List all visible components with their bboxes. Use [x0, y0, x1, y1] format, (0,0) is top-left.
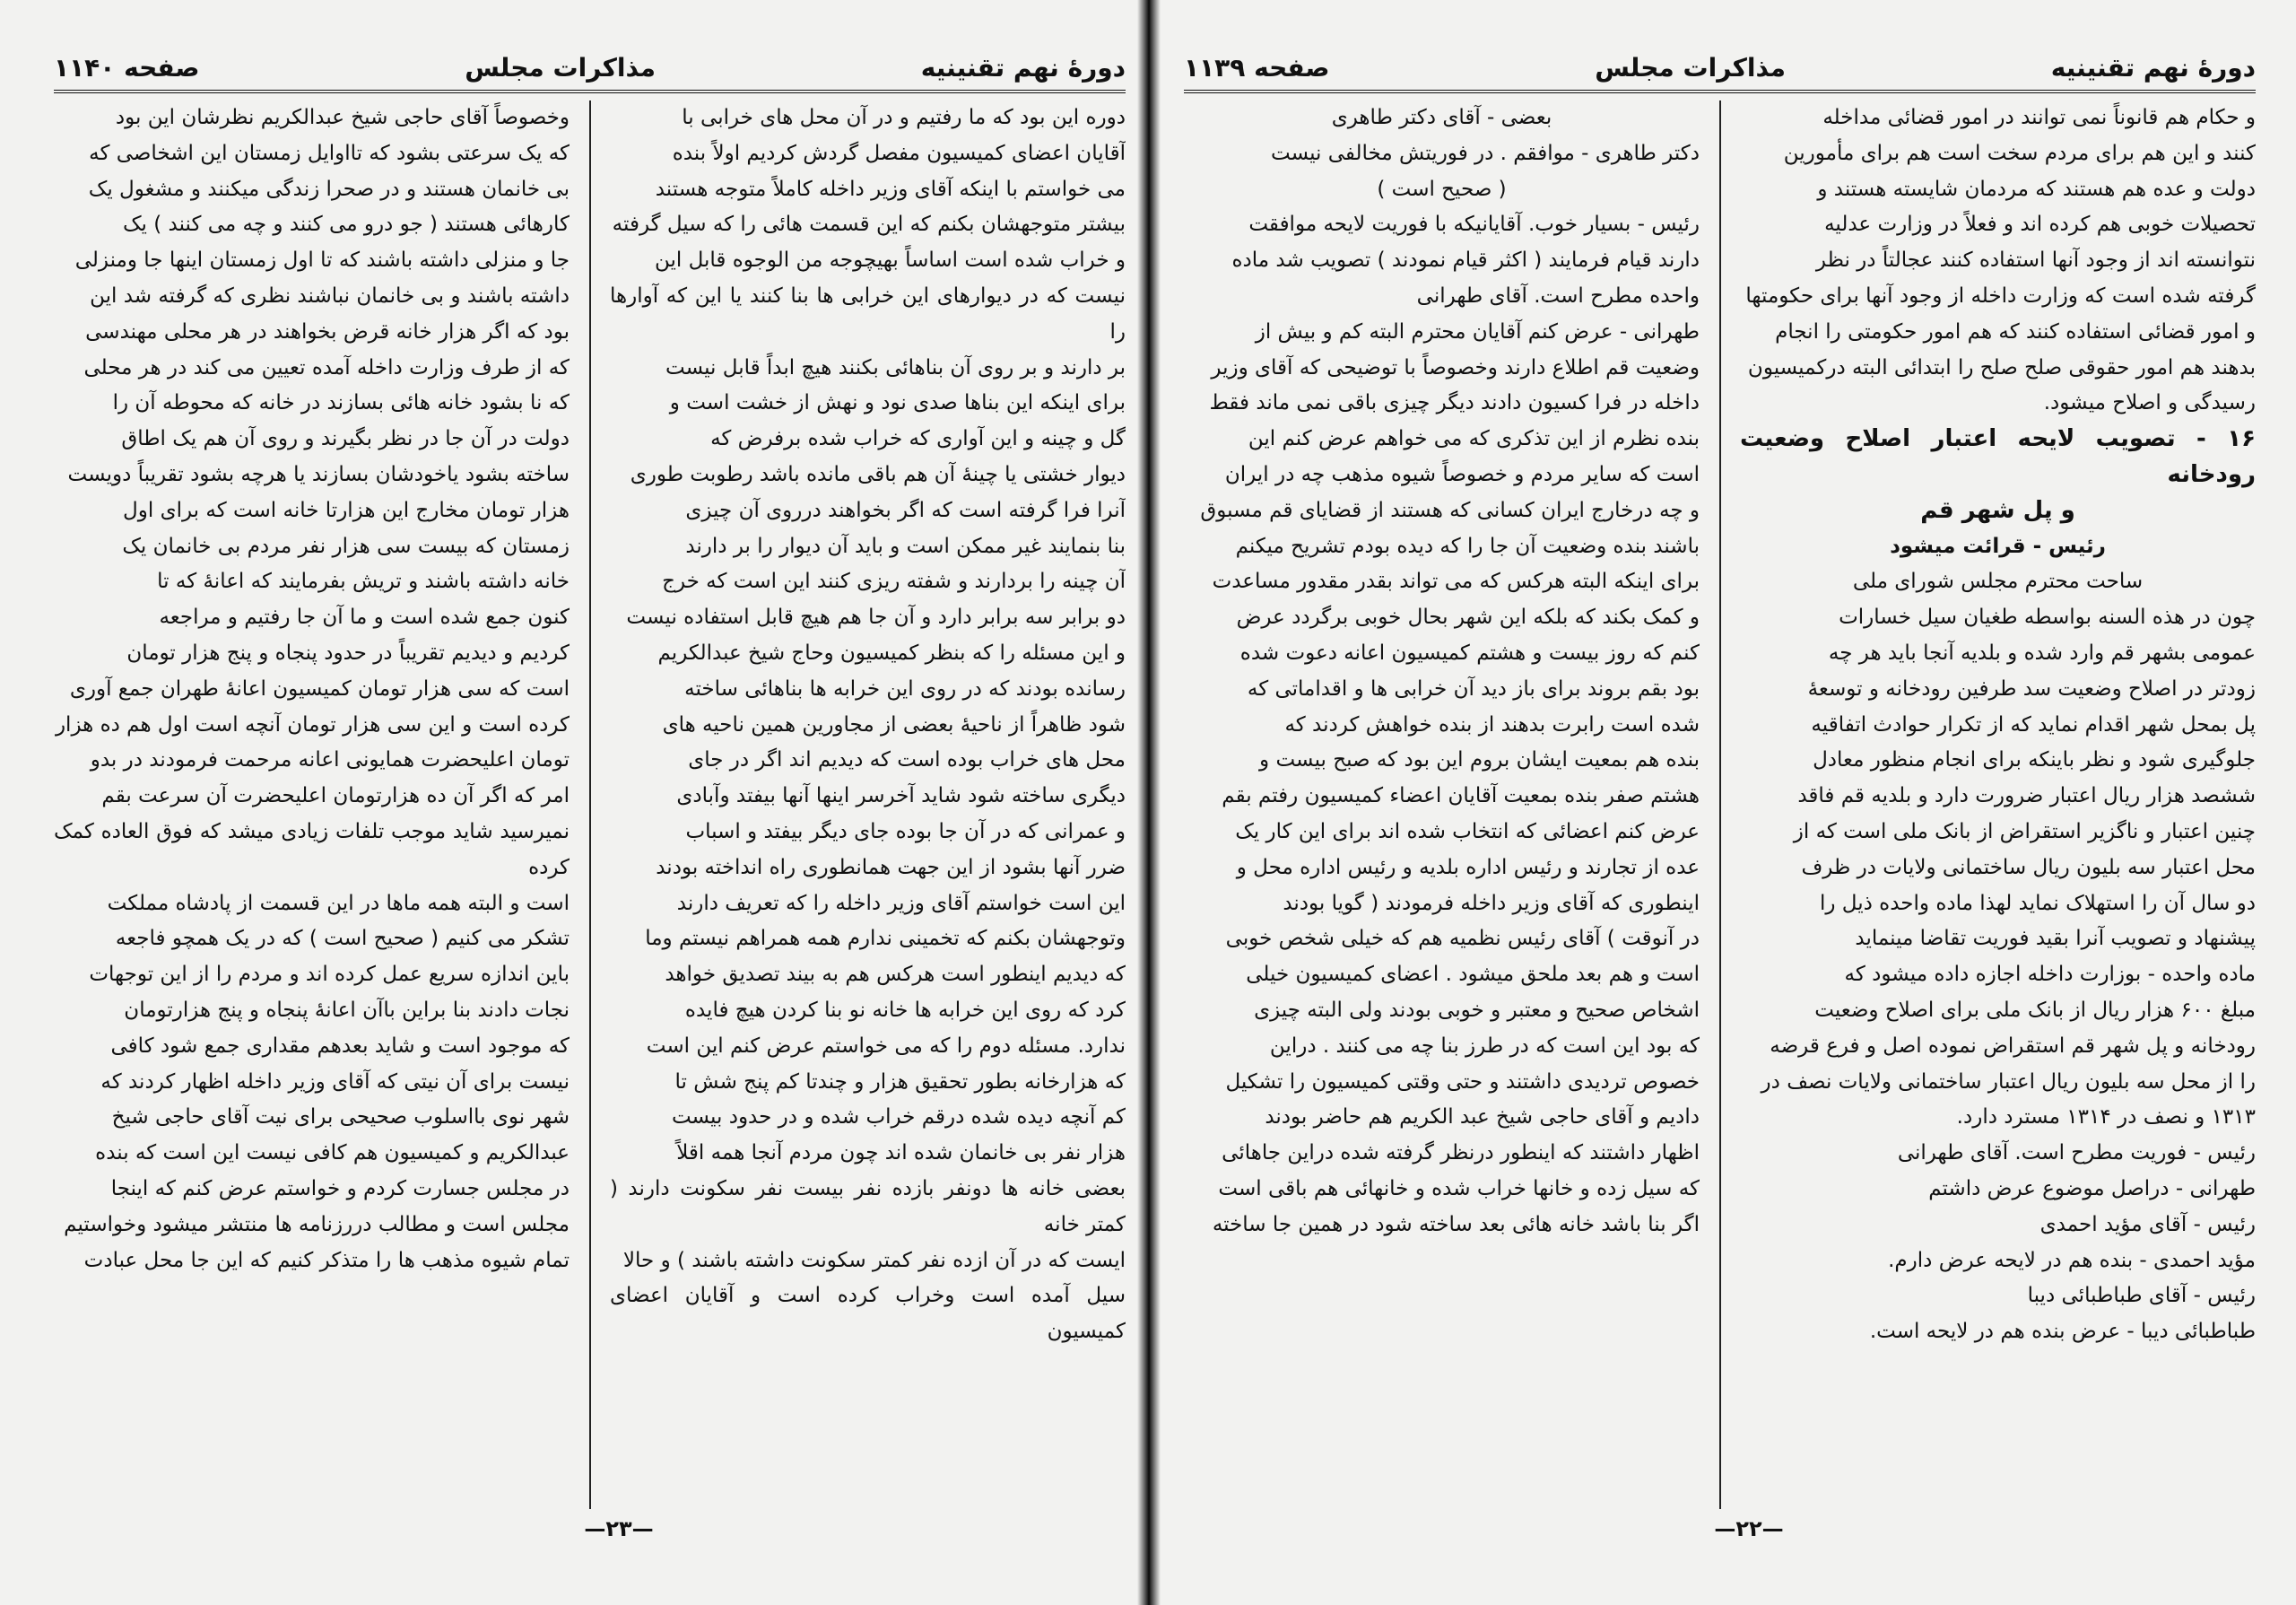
text-line: رئیس - فوریت مطرح است. آقای طهرانی [1897, 1141, 2256, 1165]
text-line: اظهار داشتند که اینطور درنظر گرفته شده دراین جاهائی [1222, 1141, 1700, 1165]
text-line: تحصیلات خوبی هم کرده اند و فعلاً در وزارت عدلیه [1824, 213, 2256, 237]
text-line: بنا بنمایند غیر ممکن است و باید آن دیوار را بر دارند [685, 534, 1126, 558]
text-line: دکتر طاهری - موافقم . در فوریتش مخالفی نیست [1270, 141, 1700, 165]
text-line: وضعیت قم اطلاع دارند وخصوصاً با توضیحی که آقای وزیر [1211, 355, 1700, 379]
text-line: مؤید احمدی - بنده هم در لایحه عرض دارم. [1888, 1248, 2256, 1272]
text-line: این است خواستم آقای وزیر داخله را که تعریف دارند [676, 891, 1126, 915]
text-line: است که سایر مردم و خصوصاً شیوه مذهب چه در ایران [1224, 462, 1700, 486]
text-column-left [1184, 100, 1700, 1509]
text-line: و این مسئله را که بنظر کمیسیون وحاج شیخ عبدالکریم [657, 641, 1126, 665]
column-divider [589, 100, 591, 1509]
text-line: خانه داشته باشند و تریش بفرمایند که اعانهٔ که تا [157, 570, 570, 594]
text-line: شهر نوی بااسلوب صحیحی برای نیت آقای حاجی شیخ [111, 1105, 570, 1130]
text-line: و امور قضائی استفاده کنند که هم امور حکومتی را انجام [1775, 319, 2256, 344]
text-line: و عمرانی که در آن جا بوده جای دیگر بیفتد و اسباب [685, 819, 1126, 843]
text-line: زودتر در اصلاح وضعیت سد طرفین رودخانه و توسعهٔ [1807, 676, 2256, 701]
text-line: باشند بنده وضعیت آن جا را که دیده بودم تشریح میکنم [1235, 534, 1700, 558]
text-line: آن چینه را بردارند و شفته ریزی کنند این است که خرج [662, 570, 1126, 594]
page-footer-number: —۲۳— [584, 1516, 654, 1541]
page-number: صفحه ۱۱۳۹ [1184, 52, 1330, 83]
text-line: بعضی - آقای دکتر طاهری [1331, 106, 1552, 129]
text-line: هزار تومان مخارج این هزارتا خانه است که برای اول [123, 498, 570, 522]
text-line: در مجلس جسارت کردم و خواستم عرض کنم که اینجا [110, 1176, 570, 1200]
text-line: که سیل زده و خانها خراب شده و خانهائی هم باقی است [1218, 1176, 1700, 1200]
section-heading: ۱۶ - تصویب لایحه اعتبار اصلاح وضعیت رودخانه [1740, 425, 2256, 488]
text-line: و خراب شده است اساساً بهیچوجه من الوجوه قابل این [654, 249, 1126, 273]
text-line: دادیم و آقای حاجی شیخ عبد الکریم هم حاضر بودند [1265, 1105, 1700, 1130]
text-line: و حکام هم قانوناً نمی توانند در امور قضائی مداخله [1822, 106, 2256, 129]
text-line: ساخته بشود یاخودشان بسازند یا هرچه بشود تقریباً دویست [67, 462, 570, 486]
text-line: طهرانی - دراصل موضوع عرض داشتم [1928, 1176, 2256, 1200]
page-header [1184, 45, 2256, 93]
text-line: برای اینکه این بناها صدی نود و نهش از خشت است و [669, 391, 1126, 415]
text-line: دارند قیام فرمایند ( اکثر قیام نمودند ) تصویب شد ماده [1231, 249, 1700, 273]
text-column-right [1740, 100, 2256, 1509]
text-line: نمیرسید شاید موجب تلفات زیادی میشد که فوق العاده کمک کرده [54, 819, 570, 879]
text-line: وخصوصاً آقای حاجی شیخ عبدالکریم نظرشان این بود [115, 106, 570, 129]
text-line: خصوص تردیدی داشتند و حتی وقتی کمیسیون را تشکیل [1225, 1069, 1700, 1094]
text-line: دو سال آن را استهلاک نماید لهذا ماده واحده ذیل را [1819, 891, 2256, 915]
text-line: تمام شیوه مذهب ها را متذکر کنیم که این جا محل عبادت [83, 1248, 570, 1272]
text-line: عرض کنم اعضائی که انتخاب شده اند برای این کار یک [1235, 819, 1700, 843]
text-line: ماده واحده - بوزارت داخله اجازه داده میشود که [1844, 963, 2256, 987]
header-title: مذاکرات مجلس [1595, 52, 1787, 83]
text-column-right [610, 100, 1126, 1509]
text-line: کنم که روز بیست و هشتم کمیسیون اعانه دعوت شده [1239, 641, 1700, 665]
text-line: محل های خراب بوده است که دیدیم اند اگر در جای [688, 748, 1126, 772]
text-line: و کمک بکند که بلکه این شهر بحال خوبی برگردد عرض [1236, 606, 1700, 630]
text-line: بدهند هم امور حقوقی صلح صلح را ابتدائی البته درکمیسیون [1747, 355, 2256, 379]
text-line: هشتم صفر بنده بمعیت آقایان اعضاء کمیسیون رفتم بقم [1222, 784, 1700, 808]
text-line: تشکر می کنیم ( صحیح است ) که در یک همچو فاجعه [115, 927, 570, 951]
text-line: بنده هم بمعیت ایشان بروم این بود که صبح بیست و [1259, 748, 1700, 772]
text-line: ششصد هزار ریال اعتبار ضرورت دارد و بلدیه قم فاقد [1797, 784, 2256, 808]
text-line: بیشتر متوجهشان بکنم که این قسمت هائی را که سیل گرفته [612, 213, 1126, 237]
text-line: شده است رابرت بدهند از بنده خواهش کردند که [1284, 712, 1700, 737]
header-title: مذاکرات مجلس [465, 52, 657, 83]
text-line: طهرانی - عرض کنم آقایان محترم البته کم و بیش از [1255, 319, 1700, 344]
text-line: آقایان اعضای کمیسیون مفصل گردش کردیم اولاً بنده [672, 141, 1126, 165]
text-line: سیل آمده است وخراب کرده است و آقایان اعضای کمیسیون [610, 1284, 1126, 1344]
session-label: دورهٔ نهم تقنینیه [920, 52, 1126, 83]
text-line: که موجود است و شاید بعدهم مقداری جمع شود کافی [110, 1034, 570, 1058]
text-line: رئیس - آقای طباطبائی دیبا [2027, 1284, 2256, 1308]
text-line: نتوانسته اند از وجود آنها استفاده کنند عجالتاً در نظر [1815, 249, 2256, 273]
text-line: دوره این بود که ما رفتیم و در آن محل های خرابی با [682, 106, 1126, 129]
text-line: است که سی هزار تومان کمیسیون اعانهٔ طهران جمع آوری [69, 676, 570, 701]
text-line: ندارد. مسئله دوم را که می خواستم عرض کنم این است [646, 1034, 1126, 1058]
text-line: کرده است و این سی هزار تومان آنچه است اول هم ده هزار [55, 712, 570, 737]
text-line: نیست برای آن نیتی که آقای وزیر داخله اظهار کردند که [100, 1069, 570, 1094]
text-line: عده از تجارند و رئیس اداره بلدیه و رئیس اداره محل و [1236, 855, 1700, 879]
text-line: عمومی بشهر قم وارد شده و بلدیه آنجا باید هر چه [1828, 641, 2256, 665]
text-line: دولت و عده هم هستند که مردمان شایسته هستند و [1817, 177, 2256, 201]
text-line: کنند و این هم برای مردم سخت است هم برای مأمورین [1783, 141, 2256, 165]
text-line: اینطوری که آقای وزیر داخله فرمودند ( گویا بودند [1283, 891, 1700, 915]
text-line: در آنوقت ) آقای رئیس نظمیه هم که خیلی شخص خوبی [1225, 927, 1700, 951]
text-line: نیست که در دیوارهای این خرابی ها بنا کنند یا این که آوارها را [610, 283, 1126, 344]
text-line: ۱۳۱۳ و نصف در ۱۳۱۴ مسترد دارد. [1956, 1105, 2256, 1130]
text-line: دولت در آن جا در نظر بگیرند و روی آن هم یک اطاق [121, 427, 570, 451]
text-line: بعضی خانه ها دونفر بازده نفر بیست نفر سکونت دارند ( کمتر خانه [610, 1176, 1126, 1236]
text-line: کردیم و دیدیم تقریباً در حدود پنجاه و پنج هزار تومان [126, 641, 570, 665]
text-line: داشته باشند و بی خانمان نباشند نظری که گرفته شد این [90, 283, 570, 308]
session-label: دورهٔ نهم تقنینیه [2050, 52, 2256, 83]
text-line: شود ظاهراً از ناحیهٔ بعضی از مجاورین همین ناحیه های [662, 712, 1126, 737]
text-line: ضرر آنها بشود از این جهت همانطوری راه انداخته بودند [656, 855, 1126, 879]
text-line: مجلس است و مطالب دررزنامه ها منتشر میشود وخواستیم [64, 1212, 570, 1236]
text-line: اگر بنا باشد خانه هائی بعد ساخته شود در همین جا ساخته [1212, 1212, 1700, 1236]
text-line: نجات دادند بنا براین باآن اعانهٔ پنجاه و پنج هزارتومان [124, 998, 570, 1022]
text-line: که هزارخانه بطور تحقیق هزار و چندتا کم پنج شش تا [674, 1069, 1126, 1094]
text-line: گل و چینه و این آواری که خراب شده برفرض که [710, 427, 1126, 451]
text-line: رسیدگی و اصلاح میشود. [2043, 391, 2256, 415]
text-line: دیگری ساخته شود شاید آخرسر اینها آنها بیفتد وآبادی [676, 784, 1126, 808]
text-line: دیوار خشتی یا چینهٔ آن هم باقی مانده باشد رطوبت طوری [630, 462, 1126, 486]
text-line: اشخاص صحیح و معتبر و خوبی بودند ولی البته چیزی [1254, 998, 1700, 1022]
text-line: که یک سرعتی بشود که تااوایل زمستان این اشخاصی که [89, 141, 570, 165]
text-line: جا و منزلی داشته باشند که تا اول زمستان اینها جا ومنزلی [74, 249, 570, 273]
text-line: کم آنچه دیده شده درقم خراب شده و در حدود بیست [671, 1105, 1126, 1130]
text-line: که بود این است که در طرز بنا چه می کنند . دراین [1269, 1034, 1700, 1058]
text-line: کرد که روی این خرابه ها خانه نو بنا کردن هیچ فایده [684, 998, 1126, 1022]
text-line: عبدالکریم و کمیسیون هم کافی نیست این است که بنده [95, 1141, 570, 1165]
text-line: را از محل سه بلیون ریال اعتبار ساختمانی ولایات نصف در [1761, 1069, 2256, 1094]
text-line: امر که اگر آن ده هزارتومان اعلیحضرت آن سرعت بقم [101, 784, 570, 808]
text-line: که نا بشود خانه هائی بسازند در خانه که محوطه آن را [112, 391, 570, 415]
text-line: واحده مطرح است. آقای طهرانی [1416, 283, 1700, 308]
text-line: دو برابر سه برابر دارد و آن جا هم هیچ قابل استفاده نیست [626, 606, 1126, 630]
text-line: تومان اعلیحضرت همایونی اعانه مرحمت فرمودند در بدو [90, 748, 570, 772]
text-line: رودخانه و پل شهر قم استقراض نموده اصل و فرع قرضه [1770, 1034, 2256, 1058]
text-line: طباطبائی دیبا - عرض بنده هم در لایحه است. [1869, 1320, 2256, 1344]
text-line: گرفته شده است که وزارت داخله از وجود آنها برای حکومتها [1745, 283, 2256, 308]
text-line: و چه درخارج ایران کسانی که هستند از قضایای قم مسبوق [1200, 498, 1700, 522]
text-line: رسانده بودند که در روی این خرابه ها بناهائی ساخته [684, 676, 1126, 701]
text-line: محل اعتبار سه بلیون ریال ساختمانی ولایات در ظرف [1801, 855, 2256, 879]
text-line: بنده نظرم از این تذکری که می خواهم عرض کنم این [1248, 427, 1700, 451]
text-line: رئیس - بسیار خوب. آقایانیکه با فوریت لایحه موافقت [1248, 213, 1700, 237]
text-line: مبلغ ۶۰۰ هزار ریال از بانک ملی برای اصلاح وضعیت [1814, 998, 2256, 1022]
text-line: که دیدیم اینطور است هرکس هم به بیند تصدیق خواهد [665, 963, 1126, 987]
text-line: پیشنهاد و تصویب آنرا بقید فوریت تقاضا مینماید [1855, 927, 2256, 951]
text-line: رئیس - قرائت میشود [1890, 534, 2106, 558]
text-line: داخله در فرا کسیون دادند دیگر چیزی باقی نمی ماند فقط [1209, 391, 1700, 415]
text-line: کارهائی هستند ( جو درو می کنند و چه می کنند ) یک [122, 213, 570, 237]
text-line: بر دارند و بر روی آن بناهائی بکنند هیچ ابداً قابل نیست [665, 355, 1126, 379]
book-spine [1137, 0, 1161, 1605]
text-column-left [54, 100, 570, 1509]
text-line: پل بمحل شهر اقدام نماید که از تکرار حوادث اتفاقیه [1811, 712, 2256, 737]
text-line: باین اندازه سریع عمل کرده اند و مردم را از این توجهات [89, 963, 570, 987]
text-line: ( صحیح است ) [1377, 177, 1507, 201]
text-line: بود که اگر هزار خانه قرض بخواهند در هر محلی مهندسی [85, 319, 570, 344]
text-line: بی خانمان هستند و در صحرا زندگی میکنند و مشغول یک [88, 177, 570, 201]
text-line: است و هم بعد ملحق میشود . اعضای کمیسیون خیلی [1246, 963, 1700, 987]
text-line: می خواستم با اینکه آقای وزیر داخله کاملاً متوجه هستند [655, 177, 1126, 201]
text-line: هزار نفر بی خانمان شده اند چون مردم آنجا همه اقلاً [676, 1141, 1126, 1165]
text-line: چون در هذه السنه بواسطه طغیان سیل خسارات [1839, 606, 2256, 630]
section-heading-cont: و پل شهر قم [1920, 496, 2075, 524]
text-line: ایست که در آن ازده نفر کمتر سکونت داشته باشند ) و حالا [622, 1248, 1126, 1272]
right-page [1184, 0, 2256, 1605]
page-number: صفحه ۱۱۴۰ [54, 52, 200, 83]
text-line: جلوگیری شود و نظر باینکه برای انجام منظور معادل [1813, 748, 2256, 772]
text-line: کنون جمع شده است و ما آن جا رفتیم و مراجعه [159, 606, 570, 630]
text-line: آنرا فرا گرفته است که اگر بخواهند درروی آن چیزی [685, 498, 1126, 522]
column-divider [1719, 100, 1721, 1509]
text-line: ساحت محترم مجلس شورای ملی [1852, 570, 2144, 594]
left-page [54, 0, 1126, 1605]
page-header [54, 45, 1126, 93]
text-line: بود بقم بروند برای باز دید آن خرابی ها و اقداماتی که [1247, 676, 1700, 701]
text-line: چنین اعتبار و ناگزیر استقراض از بانک ملی است که از [1793, 819, 2256, 843]
page-footer-number: —۲۲— [1714, 1516, 1784, 1541]
text-line: زمستان که بیست سی هزار نفر مردم بی خانمان یک [122, 534, 570, 558]
text-line: است و البته همه ماها در این قسمت از پادشاه مملکت [107, 891, 570, 915]
text-line: که از طرف وزارت داخله آمده تعیین می کند در هر محلی [83, 355, 570, 379]
text-line: رئیس - آقای مؤید احمدی [2039, 1212, 2256, 1236]
text-line: برای اینکه البته هرکس که می تواند بقدر مقدور مساعدت [1212, 570, 1700, 594]
text-line: وتوجهشان بکنم که تخمینی ندارم همه همراهم نیستم وما [645, 927, 1126, 951]
